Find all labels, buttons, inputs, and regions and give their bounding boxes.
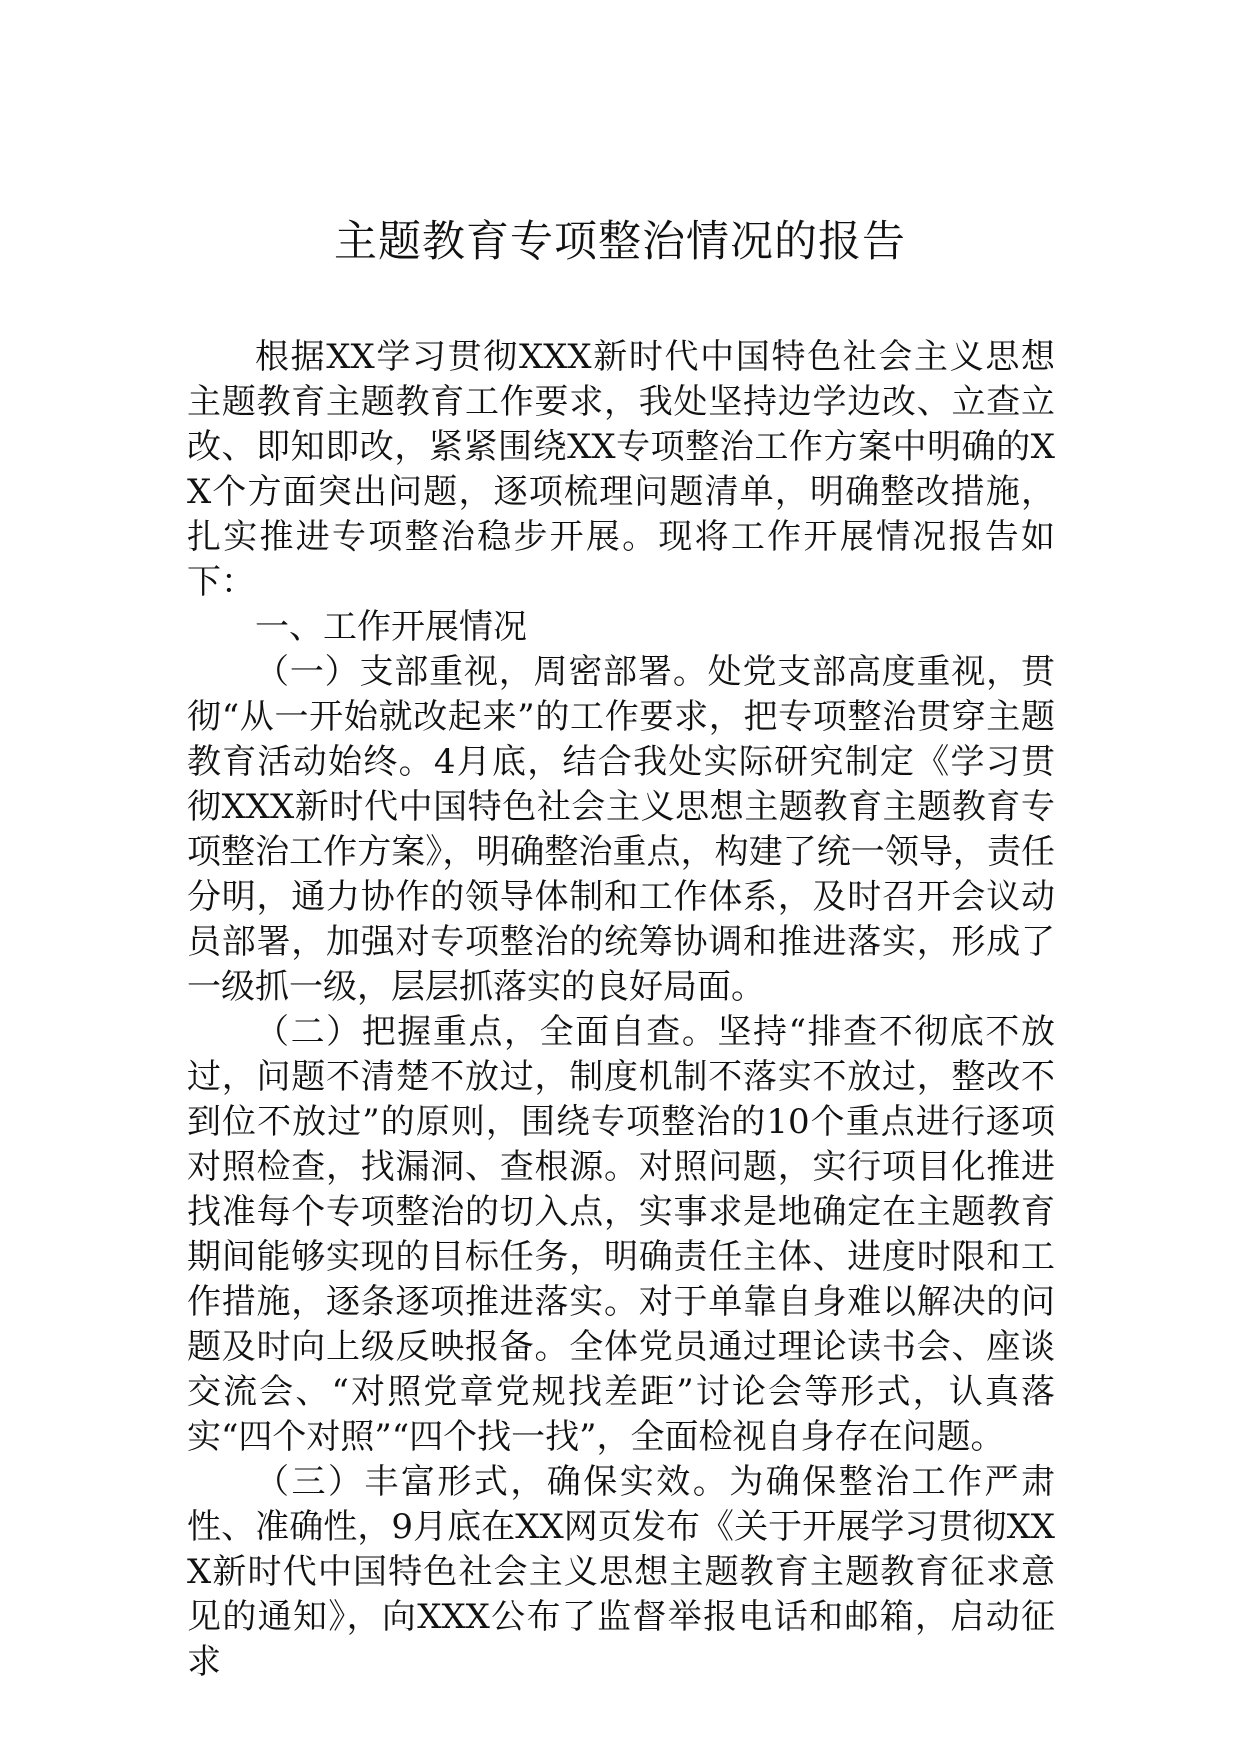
intro-paragraph: 根据XX学习贯彻XXX新时代中国特色社会主义思想主题教育主题教育工作要求，我处坚持边学边改、立查立改、即知即改，紧紧围绕XX专项整治工作方案中明确的XX个方面突出问题，逐项梳理问题清单，明确整改措施，扎实推进专项整治稳步开展。现将工作开展情况报告如下： [187, 337, 1055, 602]
document-title: 主题教育专项整治情况的报告 [334, 217, 906, 267]
paragraph-3: （三）丰富形式，确保实效。为确保整治工作严肃性、准确性，9月底在XX网页发布《关于开展学习贯彻XXX新时代中国特色社会主义思想主题教育主题教育征求意见的通知》，向XXX公布了监督举报电话和邮箱，启动征求 [187, 1462, 1055, 1682]
paragraph-1: （一）支部重视，周密部署。处党支部高度重视，贯彻“从一开始就改起来”的工作要求，把专项整治贯穿主题教育活动始终。4月底，结合我处实际研究制定《学习贯彻XXX新时代中国特色社会主义思想主题教育主题教育专项整治工作方案》，明确整治重点，构建了统一领导，责任分明，通力协作的领导体制和工作体系，及时召开会议动员部署，加强对专项整治的统筹协调和推进落实，形成了一级抓一级，层层抓落实的良好局面。 [187, 652, 1055, 1007]
section-heading: 一、工作开展情况 [255, 607, 527, 647]
document-body [187, 335, 1055, 1685]
paragraph-2: （二）把握重点，全面自查。坚持“排查不彻底不放过，问题不清楚不放过，制度机制不落实不放过，整改不到位不放过”的原则，围绕专项整治的10个重点进行逐项对照检查，找漏洞、查根源。对照问题，实行项目化推进找准每个专项整治的切入点，实事求是地确定在主题教育期间能够实现的目标任务，明确责任主体、进度时限和工作措施，逐条逐项推进落实。对于单靠自身难以解决的问题及时向上级反映报备。全体党员通过理论读书会、座谈交流会、“对照党章党规找差距”讨论会等形式，认真落实“四个对照”“四个找一找”，全面检视自身存在问题。 [187, 1012, 1055, 1457]
